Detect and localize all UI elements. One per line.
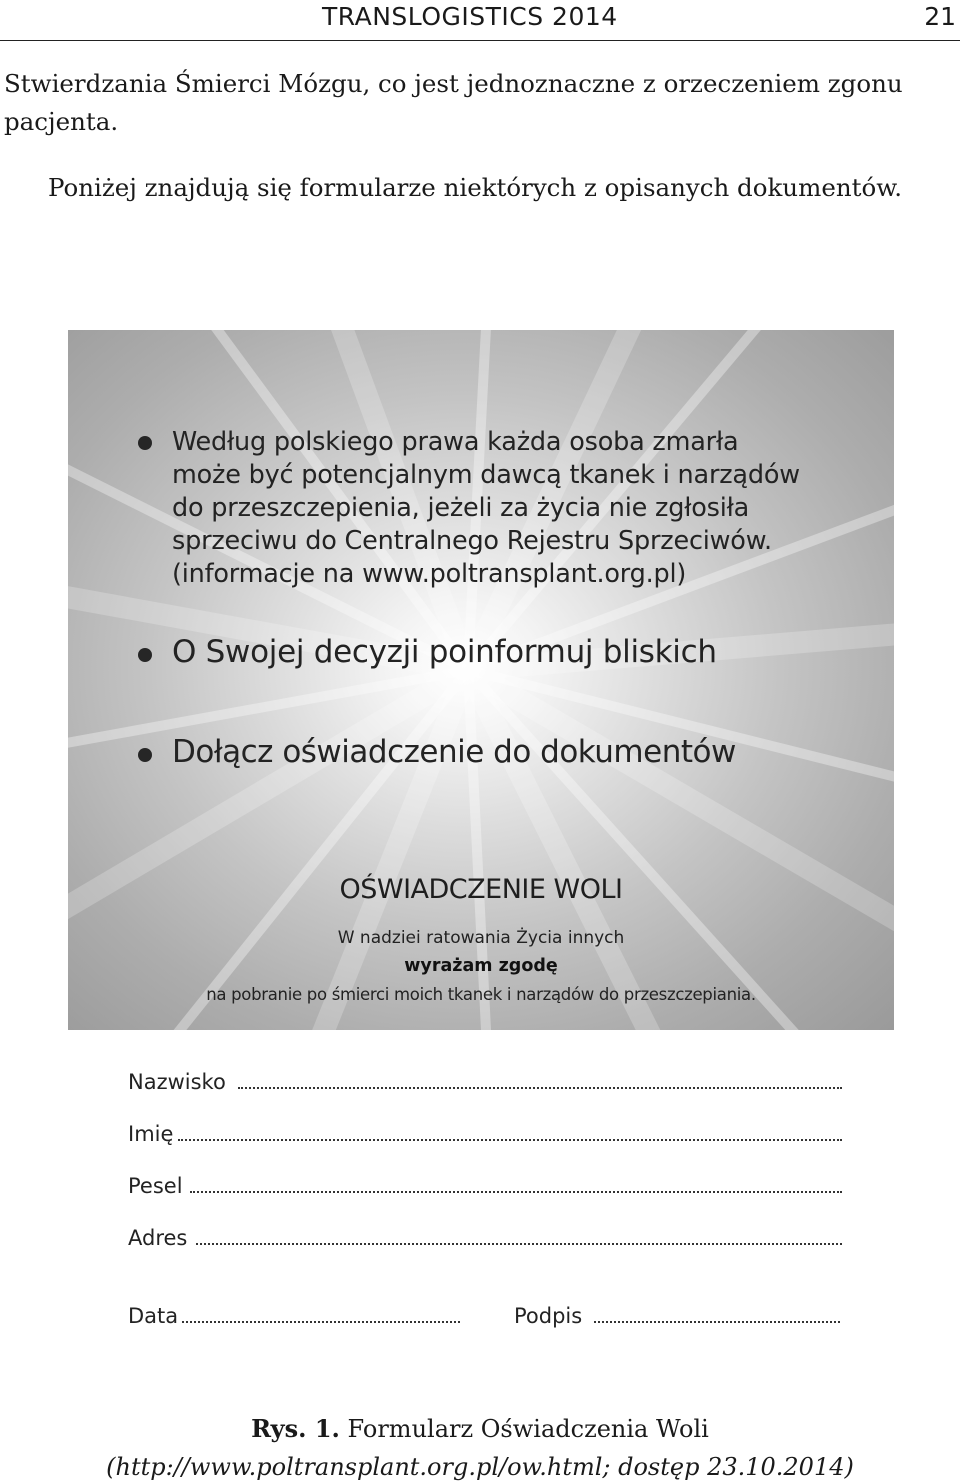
signature-dotted-line: [594, 1321, 840, 1323]
caption-label: Rys. 1.: [251, 1414, 340, 1443]
bullet-2-text: O Swojej decyzji poinformuj bliskich: [172, 634, 717, 670]
journal-title: TRANSLOGISTICS 2014: [322, 2, 618, 31]
declaration-title: OŚWIADCZENIE WOLI: [339, 874, 623, 905]
date-dotted-line: [182, 1321, 460, 1323]
pesel-field: [128, 1174, 842, 1198]
bullet-1-line: może być potencjalnym dawcą tkanek i narządów: [172, 460, 800, 490]
signature-field: [514, 1304, 840, 1328]
page-number: 21: [924, 2, 956, 31]
address-label: Adres: [128, 1226, 188, 1250]
date-label: Data: [128, 1304, 179, 1328]
paragraph-2-line-1: Poniżej znajdują się formularze niektórych z opisanych dokumentów.: [48, 173, 903, 202]
bullet-1-line: do przeszczepienia, jeżeli za życia nie zgłosiła: [172, 493, 750, 523]
figure-background: [68, 330, 894, 1030]
first-name-label: Imię: [128, 1122, 174, 1146]
first-name-field: [128, 1122, 842, 1146]
bullet-1-dot: [138, 436, 152, 450]
surname-dotted-line: [238, 1087, 842, 1089]
bullet-1-line: (informacje na www.poltransplant.org.pl): [172, 559, 687, 589]
bullet-1-text: [172, 426, 800, 591]
paragraph-1-line-1: Stwierdzania Śmierci Mózgu, co jest jednoznaczne z orzeczeniem zgonu: [4, 69, 903, 98]
first-name-dotted-line: [178, 1139, 842, 1141]
bullet-3-dot: [138, 748, 152, 762]
running-header: [0, 0, 960, 41]
figure-caption: [0, 1412, 960, 1446]
bullet-1-line: sprzeciwu do Centralnego Rejestru Sprzeciwów.: [172, 526, 772, 556]
address-dotted-line: [196, 1243, 842, 1245]
declaration-line-2: wyrażam zgodę: [404, 956, 558, 976]
pesel-label: Pesel: [128, 1174, 183, 1198]
declaration-line-1: W nadziei ratowania Życia innych: [337, 928, 625, 948]
declaration-form-figure: [68, 330, 894, 1330]
caption-source: (http://www.poltransplant.org.pl/ow.html; dostęp 23.10.2014): [106, 1453, 854, 1481]
declaration-line-3: na pobranie po śmierci moich tkanek i narządów do przeszczepiania.: [206, 985, 756, 1004]
date-field: [128, 1304, 460, 1328]
caption-text: Formularz Oświadczenia Woli: [347, 1415, 709, 1443]
paragraph-1-line-2: pacjenta.: [4, 107, 119, 136]
bullet-3-text: Dołącz oświadczenie do dokumentów: [172, 734, 736, 770]
address-field: [128, 1226, 842, 1250]
pesel-dotted-line: [190, 1191, 842, 1193]
surname-label: Nazwisko: [128, 1070, 226, 1094]
signature-label: Podpis: [514, 1304, 583, 1328]
surname-field: [128, 1070, 842, 1094]
bullet-1-line: Według polskiego prawa każda osoba zmarła: [172, 427, 739, 457]
bullet-2-dot: [138, 648, 152, 662]
